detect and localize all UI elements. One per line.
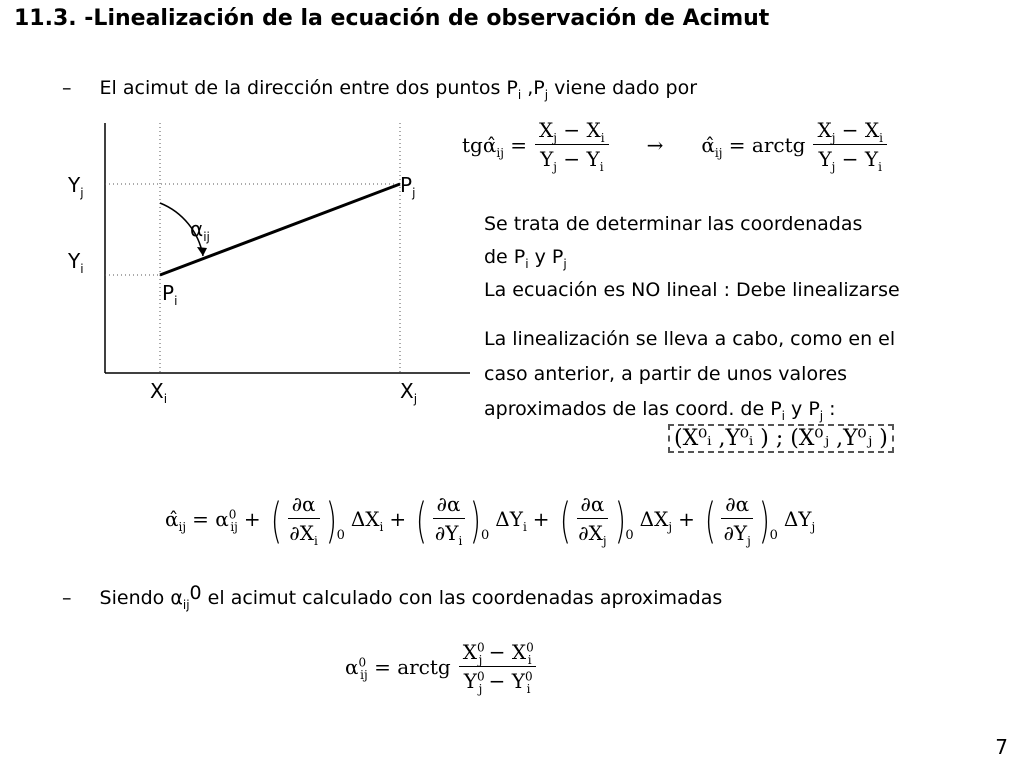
bullet2-text1: Siendo α <box>99 587 183 609</box>
para2-line3: aproximados de las coord. de $P_i$ y $P_j$ : <box>484 398 836 423</box>
equation-alpha0 <box>345 640 536 696</box>
plus-4: + <box>678 506 695 531</box>
delta-y-i: $\Delta Y_i$ <box>495 506 527 534</box>
para1-line3: La ecuación es NO lineal : Debe linealizarse <box>484 279 900 301</box>
label-xi: $X_i$ <box>150 379 168 406</box>
sub-i: i <box>517 87 522 102</box>
approx-values-text: (X⁰ᵢ ,Y⁰ᵢ ) ; (X⁰ⱼ ,Y⁰ⱼ ) <box>674 426 888 451</box>
partial-x-j: ( $\frac{\partial\alpha}{\partial X_j}$ ) 0 <box>559 492 634 549</box>
azimuth-diagram <box>60 118 480 418</box>
para1-line1: Se trata de determinar las coordenadas <box>484 213 863 235</box>
bullet-dash: – <box>62 77 72 99</box>
label-xj: $X_j$ <box>400 379 418 406</box>
partial-y-j: ( $\frac{\partial\alpha}{\partial Y_j}$ ) 0 <box>704 492 778 549</box>
label-yi: $Y_i$ <box>68 249 84 276</box>
eq1-lhs: $tg\alphâ_{ij}$ = <box>462 132 528 160</box>
label-pj: $P_j$ <box>400 173 416 200</box>
para2-line1: La linealización se lleva a cabo, como en el <box>484 328 896 350</box>
plus-1: + <box>243 506 261 531</box>
bullet-siendo: – Siendo $\alpha_{ij}0$ el acimut calculado con las coordenadas aproximadas <box>62 582 723 612</box>
plus-2: + <box>389 506 407 531</box>
partial-y-i: ( $\frac{\partial\alpha}{\partial Y_i}$ ) 0 <box>415 492 490 549</box>
label-yj: $Y_j$ <box>68 173 84 200</box>
delta-x-i: $\Delta X_i$ <box>350 506 384 534</box>
eq1-fraction-2: $\frac{X_j - X_i}{Y_j - Y_i}$ <box>813 118 887 171</box>
approx-values-box <box>668 424 894 453</box>
equation-linearized <box>165 492 816 549</box>
eq3-lhs: $\alpha^0_{ij}$ = arctg <box>345 654 451 682</box>
label-pi: $P_i$ <box>162 281 178 308</box>
bullet-text: El acimut de la dirección entre dos puntos P <box>99 77 518 99</box>
delta-x-j: $\Delta X_j$ <box>639 506 673 534</box>
paragraph-determine <box>484 208 900 307</box>
bullet-text-mid: ,P <box>521 77 545 99</box>
para1-line2: de $P_i$ y $P_j$ <box>484 246 567 271</box>
partial-x-i: ( $\frac{\partial\alpha}{\partial X_i}$ ) 0 <box>270 492 345 549</box>
implies-arrow: → <box>646 132 664 157</box>
sub-j: j <box>544 87 549 102</box>
eq1-rhs: $\alphâ_{ij}$ = arctg <box>701 132 806 160</box>
bullet-intro <box>62 78 697 100</box>
eq2-lhs: $\alphâ_{ij}$ <box>165 506 187 534</box>
paragraph-linearization <box>484 322 895 427</box>
label-alpha: $\alpha_{ij}$ <box>190 217 210 244</box>
bullet-dash-2: – <box>62 587 72 609</box>
bullet2-text2: el acimut calculado con las coordenadas aproximadas <box>201 587 723 609</box>
bullet-text-end: viene dado por <box>548 77 698 99</box>
eq1-fraction: $\frac{X_j - X_i}{Y_j - Y_i}$ <box>535 118 609 171</box>
page-title: 11.3. -Linealización de la ecuación de observación de Acimut <box>14 6 770 31</box>
eq3-fraction: $\frac{X^0_j - X^0_i}{Y^0_j - Y^0_i}$ <box>459 640 536 693</box>
plus-3: + <box>532 506 550 531</box>
equation-tangent <box>462 118 887 174</box>
page-number: 7 <box>995 735 1008 759</box>
delta-y-j: $\Delta Y_j$ <box>783 506 816 534</box>
eq2-alpha0: = $\alpha^0_{ij}$ <box>192 506 238 534</box>
para2-line2: caso anterior, a partir de unos valores <box>484 363 848 385</box>
